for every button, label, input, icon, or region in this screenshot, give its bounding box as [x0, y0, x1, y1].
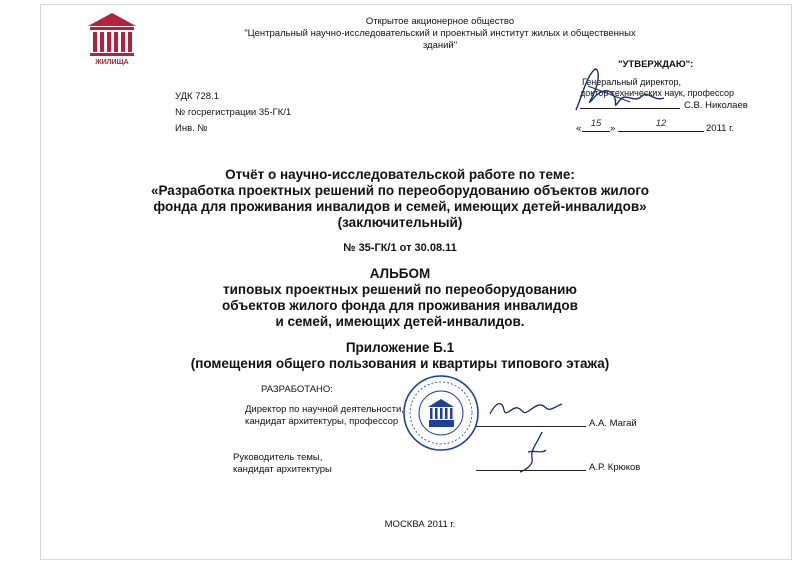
registration-number: № госрегистрации 35-ГК/1: [175, 107, 292, 118]
institute-logo: [84, 10, 140, 66]
signer-2-signature: [512, 430, 556, 474]
appendix-heading: Приложение Б.1: [345, 340, 455, 355]
report-title-line-3: фонда для проживания инвалидов и семей, имеющих детей-инвалидов»: [153, 199, 647, 214]
album-line-1: типовых проектных решений по переоборудованию: [223, 282, 577, 297]
date-day: 15: [590, 118, 602, 129]
udk-code: УДК 728.1: [175, 91, 219, 102]
signer-2-title-1: Руководитель темы,: [233, 452, 323, 463]
inventory-number: Инв. №: [175, 123, 208, 134]
signer-1-signature: [486, 396, 566, 422]
footer-city-year: МОСКВА 2011 г.: [384, 519, 456, 530]
approver-position: Генеральный директор,: [582, 77, 682, 87]
approver-degree: доктор технических наук, профессор: [580, 88, 735, 98]
album-line-2: объектов жилого фонда для проживания инвалидов: [222, 298, 578, 313]
org-type: Открытое акционерное общество: [365, 16, 515, 27]
building-logo-icon: [84, 10, 140, 66]
signer-2-name: А.Р. Крюков: [589, 462, 641, 473]
handwritten-signature-icon: [486, 396, 566, 422]
date-year: 2011 г.: [706, 123, 735, 134]
report-number: № 35-ГК/1 от 30.08.11: [343, 242, 457, 254]
album-heading: АЛЬБОМ: [369, 266, 431, 281]
report-title-line-4: (заключительный): [337, 215, 463, 230]
handwritten-signature-icon: [568, 66, 688, 114]
signer-1-title-2: кандидат архитектуры, профессор: [245, 416, 399, 427]
round-seal-icon: [402, 374, 480, 452]
appendix-subtitle: (помещения общего пользования и квартиры типового этажа): [190, 356, 610, 371]
official-stamp: [402, 374, 480, 452]
report-title-line-2: «Разработка проектных решений по переоборудованию объектов жилого: [150, 183, 650, 198]
date-month: 12: [655, 118, 667, 129]
signer-2-title-2: кандидат архитектуры: [233, 464, 332, 475]
signer-1-title-1: Директор по научной деятельности,: [245, 404, 404, 415]
logo-text: ЖИЛИЩА: [95, 59, 129, 66]
approver-name: С.В. Николаев: [684, 100, 748, 111]
date-quote-close: »: [610, 123, 616, 134]
album-line-3: и семей, имеющих детей-инвалидов.: [275, 314, 525, 329]
org-name: "Центральный научно-исследовательский и проектный институт жилых и общественных зданий": [244, 28, 636, 51]
signer-1-name: А.А. Магай: [589, 418, 637, 429]
handwritten-signature-icon: [512, 430, 556, 474]
developed-label: РАЗРАБОТАНО:: [261, 384, 333, 395]
report-title-line-1: Отчёт о научно-исследовательской работе по теме:: [225, 167, 575, 182]
date-quote-open: «: [576, 123, 582, 134]
approval-heading: "УТВЕРЖДАЮ":: [618, 59, 694, 70]
approver-signature: [568, 66, 688, 114]
